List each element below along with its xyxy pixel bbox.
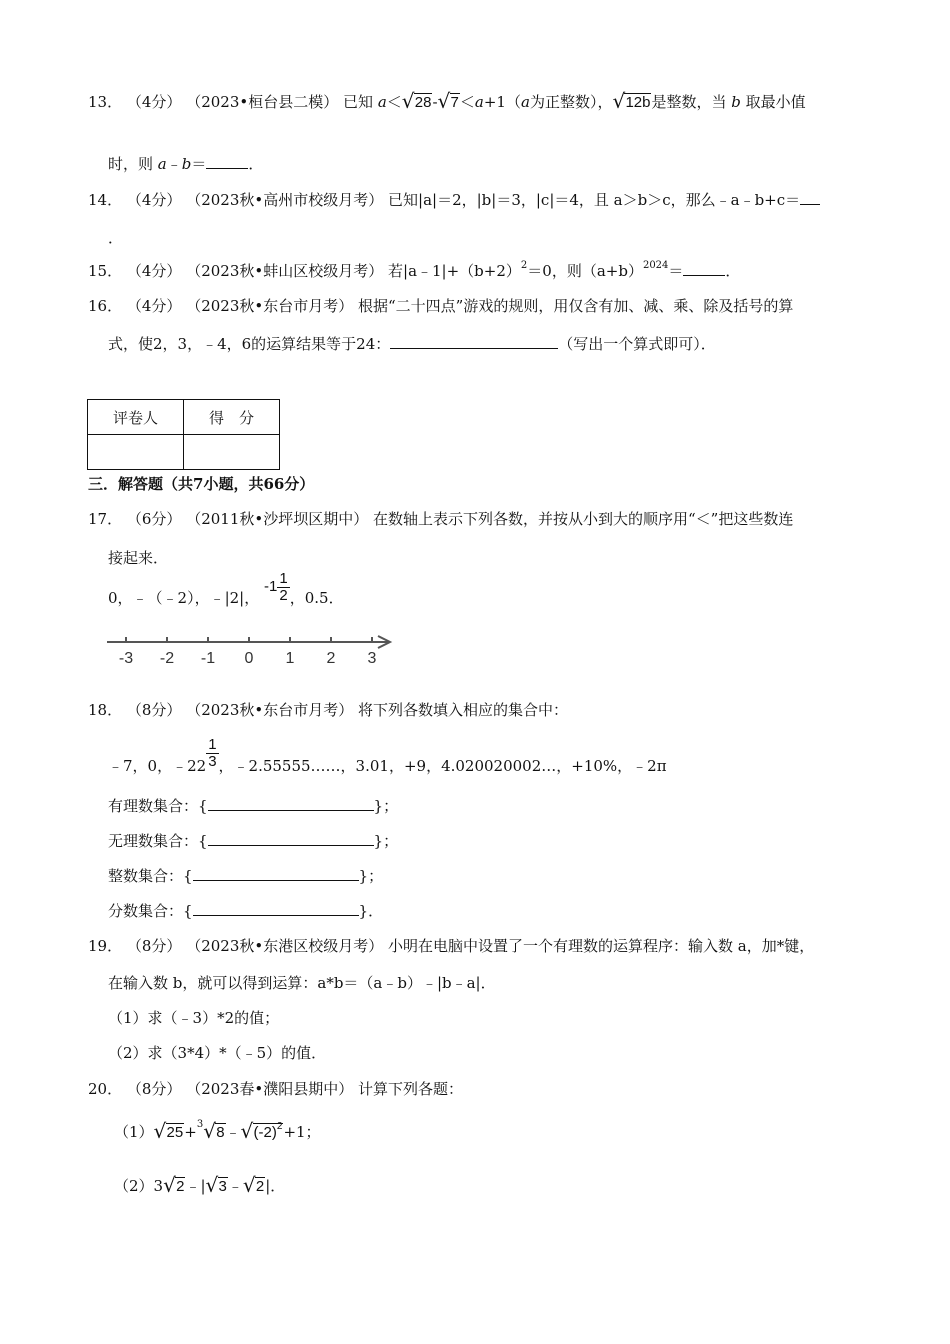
question-text: （写出一个算式即可）． <box>558 335 716 353</box>
symbol: ． <box>108 229 124 247</box>
axis-tick-label: 0 <box>244 650 254 667</box>
question-number: 17． <box>88 510 123 528</box>
number-line <box>100 630 400 670</box>
question-14 <box>88 190 820 210</box>
question-text: 取最小值 <box>745 93 806 111</box>
cbrt-8: √ 8 <box>203 1119 225 1143</box>
set-end: }； <box>358 867 384 885</box>
question-19-line2 <box>108 973 496 993</box>
score-cell[interactable] <box>184 435 280 470</box>
set-end: }； <box>373 832 399 850</box>
question-score: （6分） <box>126 510 182 528</box>
radicand: 3 <box>218 1178 227 1195</box>
symbol: ． <box>725 262 741 280</box>
question-text: 是整数，当 <box>651 93 727 111</box>
question-number: 16． <box>88 297 123 315</box>
section-heading: 三．解答题（共7小题，共66分） <box>88 475 315 493</box>
question-text: 在数轴上表示下列各数，并按从小到大的顺序用“＜”把这些数连 <box>373 510 794 528</box>
radicand-base: (-2) <box>253 1124 277 1141</box>
set-end: }． <box>358 902 384 920</box>
sqrt-25: √ 25 <box>153 1119 184 1143</box>
question-text: ＝0，则（a+b） <box>527 262 643 280</box>
score-header: 得 分 <box>184 400 280 435</box>
radicand: 12b <box>625 94 651 111</box>
var-b: b <box>181 155 192 173</box>
question-source: （2023秋•高州市校级月考） <box>186 191 384 209</box>
question-score: （8分） <box>126 701 182 719</box>
symbol: ﹣ <box>166 155 182 173</box>
var-a: a <box>157 155 167 173</box>
radicand: 8 <box>216 1124 225 1141</box>
mixed-number <box>264 569 290 605</box>
number-list: ，0.5． <box>289 589 344 607</box>
exponent: 2 <box>276 1121 283 1132</box>
radicand: 25 <box>166 1124 184 1141</box>
question-20-sub1 <box>114 1119 321 1145</box>
exponent: 2 <box>520 260 528 271</box>
question-19-sub1 <box>108 1008 279 1028</box>
answer-blank[interactable] <box>683 261 725 276</box>
symbol: ﹣| <box>185 1177 206 1195</box>
axis-tick-label: -2 <box>159 650 175 667</box>
symbol: ＜ <box>386 93 402 111</box>
set-fraction <box>108 901 383 921</box>
answer-blank[interactable] <box>208 831 374 846</box>
var-a: a <box>520 93 530 111</box>
var-a: a <box>474 93 484 111</box>
question-source: （2023春•濮阳县期中） <box>186 1080 354 1098</box>
question-text: 接起来． <box>108 549 169 567</box>
exponent: 2024 <box>642 260 669 271</box>
number-list: ，﹣2.55555……，3.01，+9，4.020020002…，+10%，﹣2π <box>218 757 667 775</box>
question-16 <box>88 296 793 316</box>
question-source: （2023秋•东台市月考） <box>186 701 354 719</box>
question-score: （8分） <box>126 937 182 955</box>
symbol: +1； <box>283 1123 321 1141</box>
radicand: 2 <box>176 1178 185 1195</box>
question-17 <box>88 509 793 529</box>
radicand: 2 <box>255 1178 265 1195</box>
question-number: 18． <box>88 701 123 719</box>
question-18-numbers <box>108 736 667 796</box>
question-number: 14． <box>88 191 123 209</box>
axis-tick-label: -3 <box>118 650 134 667</box>
question-number: 19． <box>88 937 123 955</box>
axis-tick-label: -1 <box>200 650 216 667</box>
reviewer-header: 评卷人 <box>88 400 184 435</box>
question-18 <box>88 700 568 720</box>
mixed-whole: -1 <box>264 578 278 596</box>
set-rational <box>108 796 398 816</box>
radicand: 7 <box>450 94 459 111</box>
symbol: |． <box>265 1177 286 1195</box>
question-14-end <box>108 228 123 248</box>
answer-blank[interactable] <box>208 796 374 811</box>
set-label: 分数集合：{ <box>108 902 193 920</box>
var-a: a <box>377 93 387 111</box>
question-20-sub2 <box>114 1173 286 1197</box>
symbol: ＝ <box>668 262 684 280</box>
question-13-line2 <box>108 154 263 174</box>
question-number: 20． <box>88 1080 123 1098</box>
question-text: 将下列各数填入相应的集合中： <box>358 701 569 719</box>
number-list: 0，﹣（﹣2），﹣|2|， <box>108 589 260 607</box>
coefficient: 3 <box>153 1177 164 1195</box>
set-label: 有理数集合：{ <box>108 797 208 815</box>
denominator: 3 <box>208 752 217 770</box>
sqrt-2: √ 2 <box>242 1173 265 1197</box>
number-list: ﹣7，0，﹣22 <box>108 757 207 775</box>
question-text: 式，使2，3，﹣4，6的运算结果等于24： <box>108 335 391 353</box>
question-text: 小明在电脑中设置了一个有理数的运算程序：输入数 a，加*键， <box>388 937 815 955</box>
question-score: （4分） <box>126 93 182 111</box>
score-table <box>87 399 280 470</box>
symbol: ﹣ <box>225 1123 241 1141</box>
sub-label: （1） <box>114 1123 154 1141</box>
question-text: 时，则 <box>108 155 154 173</box>
answer-blank[interactable] <box>800 190 820 205</box>
symbol: ＝ <box>191 155 207 173</box>
axis-tick-label: 2 <box>326 650 336 667</box>
question-19-sub2 <box>108 1043 326 1063</box>
answer-blank[interactable] <box>390 334 558 349</box>
answer-blank[interactable] <box>193 901 359 916</box>
question-source: （2011秋•沙坪坝区期中） <box>186 510 369 528</box>
reviewer-cell[interactable] <box>88 435 184 470</box>
question-text: 在输入数 b，就可以得到运算：a*b＝（a﹣b）﹣|b﹣a|． <box>108 974 496 992</box>
fraction-one-third <box>206 737 218 770</box>
question-text: 为正整数）， <box>529 93 613 111</box>
symbol: ﹣ <box>227 1177 243 1195</box>
question-17-line2 <box>108 548 168 568</box>
numerator: 1 <box>279 569 288 587</box>
question-source: （2023秋•东港区校级月考） <box>186 937 384 955</box>
question-number: 13． <box>88 93 123 111</box>
set-integer <box>108 866 383 886</box>
question-20 <box>88 1079 463 1099</box>
radicand <box>253 1123 284 1141</box>
question-text: +1（ <box>483 93 521 111</box>
sqrt-28: √ 28 <box>401 89 432 113</box>
sqrt-12b: √ 12b <box>612 89 651 113</box>
answer-blank[interactable] <box>193 866 359 881</box>
question-source: （2023秋•东台市月考） <box>186 297 354 315</box>
sub-label: （2） <box>114 1177 154 1195</box>
sqrt-neg2-squared: √ $(-2)^2$ <box>240 1119 283 1143</box>
question-score: （8分） <box>126 1080 182 1098</box>
question-score: （4分） <box>126 262 182 280</box>
sqrt-2: √ 2 <box>163 1173 185 1197</box>
question-text: 若|a﹣1|+（b+2） <box>388 262 521 280</box>
set-irrational <box>108 831 398 851</box>
question-number: 15． <box>88 262 123 280</box>
question-text: 计算下列各题： <box>358 1080 464 1098</box>
question-score: （4分） <box>126 191 182 209</box>
question-19 <box>88 936 814 956</box>
numerator: 1 <box>208 735 217 753</box>
question-source: （2023秋•蚌山区校级月考） <box>186 262 384 280</box>
question-score: （4分） <box>126 297 182 315</box>
question-13 <box>88 89 806 113</box>
sub-question: （1）求（﹣3）*2的值； <box>108 1009 280 1027</box>
sub-question: （2）求（3*4）*（﹣5）的值． <box>108 1044 327 1062</box>
symbol: - <box>432 93 438 111</box>
symbol: ＜ <box>459 93 475 111</box>
radicand: 28 <box>414 94 432 111</box>
question-source: （2023•桓台县二模） <box>186 93 339 111</box>
question-16-line2 <box>108 334 716 354</box>
mixed-fraction <box>277 571 289 604</box>
denominator: 2 <box>279 586 288 604</box>
sqrt-7: √ 7 <box>437 89 459 113</box>
root-index: 3 <box>196 1119 204 1130</box>
set-label: 无理数集合：{ <box>108 832 208 850</box>
question-text: 已知 <box>343 93 374 111</box>
set-label: 整数集合：{ <box>108 867 193 885</box>
var-b: b <box>731 93 741 111</box>
axis-tick-label: 1 <box>285 650 295 667</box>
symbol: ． <box>248 155 264 173</box>
answer-blank[interactable] <box>206 154 248 169</box>
sqrt-3: √ 3 <box>205 1173 227 1197</box>
symbol: + <box>184 1123 197 1141</box>
question-17-numbers <box>108 569 344 617</box>
question-text: 已知|a|＝2，|b|＝3，|c|＝4，且 a＞b＞c，那么﹣a﹣b+c＝ <box>388 191 801 209</box>
question-text: 根据“二十四点”游戏的规则，用仅含有加、减、乘、除及括号的算 <box>358 297 794 315</box>
set-end: }； <box>373 797 399 815</box>
axis-tick-label: 3 <box>367 650 377 667</box>
question-15 <box>88 261 740 284</box>
